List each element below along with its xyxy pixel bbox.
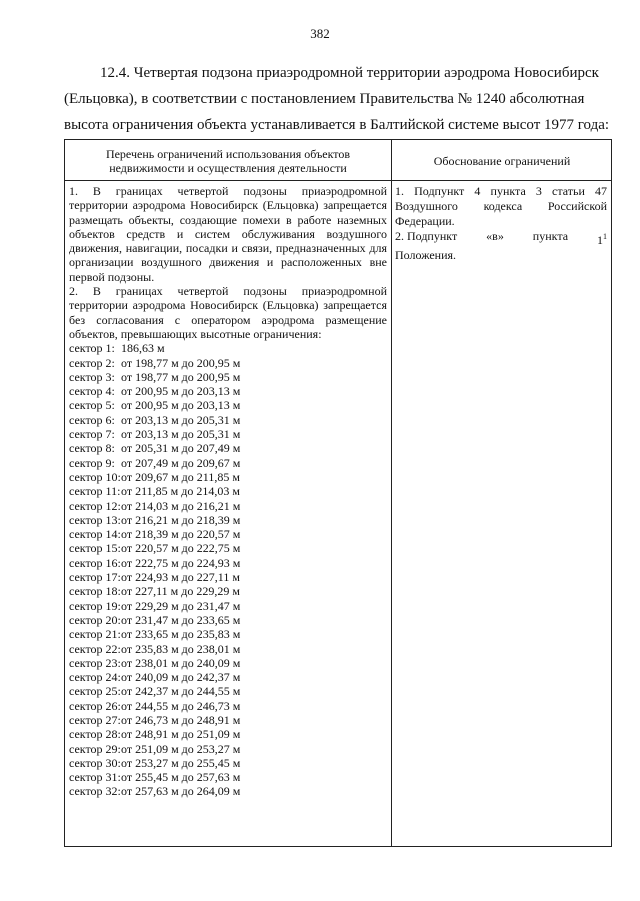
sector-label: сектор 32: bbox=[69, 784, 121, 799]
sector-row bbox=[69, 599, 387, 613]
sector-row bbox=[69, 656, 387, 670]
sector-label: сектор 12: bbox=[69, 498, 121, 513]
sector-value: 186,63 м bbox=[121, 341, 165, 356]
sector-value: от 248,91 м до 251,09 м bbox=[121, 727, 241, 742]
restrictions-cell bbox=[69, 184, 387, 799]
sector-row bbox=[69, 513, 387, 527]
restrictions-table bbox=[64, 139, 612, 847]
sector-label: сектор 24: bbox=[69, 670, 121, 685]
sector-value: от 229,29 м до 231,47 м bbox=[121, 598, 241, 613]
sector-row bbox=[69, 441, 387, 455]
sector-label: сектор 6: bbox=[69, 412, 115, 427]
sector-label: сектор 9: bbox=[69, 455, 115, 470]
sector-label: сектор 4: bbox=[69, 384, 115, 399]
sector-row bbox=[69, 570, 387, 584]
sector-value: от 203,13 м до 205,31 м bbox=[121, 427, 241, 442]
sector-row bbox=[69, 413, 387, 427]
restriction-item-2: 2. В границах четвертой подзоны приаэродромной территории аэродрома Новосибирск (Ельцовка) запрещается без согласования с оператором аэродрома размещение объектов, превышающих высотные ограничения: bbox=[69, 284, 387, 341]
sector-row bbox=[69, 341, 387, 355]
sector-row bbox=[69, 713, 387, 727]
sector-value: от 198,77 м до 200,95 м bbox=[121, 355, 241, 370]
sector-label: сектор 31: bbox=[69, 770, 121, 785]
sector-value: от 242,37 м до 244,55 м bbox=[121, 684, 241, 699]
sector-label: сектор 19: bbox=[69, 598, 121, 613]
sector-row bbox=[69, 541, 387, 555]
sector-row bbox=[69, 484, 387, 498]
sector-value: от 255,45 м до 257,63 м bbox=[121, 770, 241, 785]
sector-value: от 207,49 м до 209,67 м bbox=[121, 455, 241, 470]
sector-label: сектор 29: bbox=[69, 741, 121, 756]
sector-row bbox=[69, 742, 387, 756]
sector-label: сектор 1: bbox=[69, 341, 115, 356]
basis-item-2-word-4: $1^1$ bbox=[597, 232, 607, 247]
sector-row bbox=[69, 770, 387, 784]
sector-label: сектор 28: bbox=[69, 727, 121, 742]
sector-label: сектор 10: bbox=[69, 469, 121, 484]
sector-value: от 200,95 м до 203,13 м bbox=[121, 384, 241, 399]
sector-row bbox=[69, 384, 387, 398]
header-basis: Обоснование ограничений bbox=[433, 154, 571, 168]
sector-value: от 227,11 м до 229,29 м bbox=[121, 584, 240, 599]
sector-label: сектор 18: bbox=[69, 584, 121, 599]
sector-value: от 214,03 м до 216,21 м bbox=[121, 498, 241, 513]
sector-value: от 211,85 м до 214,03 м bbox=[121, 484, 240, 499]
sector-list bbox=[69, 341, 387, 799]
heading-line-1: 12.4. Четвертая подзона приаэродромной территории аэродрома Новосибирск bbox=[100, 65, 599, 81]
header-restrictions: Перечень ограничений использования объектов недвижимости и осуществления деятельности bbox=[105, 147, 351, 175]
sector-row bbox=[69, 699, 387, 713]
sector-value: от 238,01 м до 240,09 м bbox=[121, 655, 241, 670]
sector-row bbox=[69, 627, 387, 641]
sector-value: от 231,47 м до 233,65 м bbox=[121, 612, 241, 627]
header-divider bbox=[65, 180, 611, 181]
sector-value: от 200,95 м до 203,13 м bbox=[121, 398, 241, 413]
sector-label: сектор 27: bbox=[69, 712, 121, 727]
sector-label: сектор 26: bbox=[69, 698, 121, 713]
heading-line-3: высота ограничения объекта устанавливается в Балтийской системе высот 1977 года: bbox=[64, 117, 610, 133]
sector-label: сектор 16: bbox=[69, 555, 121, 570]
sector-row bbox=[69, 684, 387, 698]
restriction-item-1: 1. В границах четвертой подзоны приаэродромной территории аэродрома Новосибирск (Ельцовка) запрещается размещать объекты, создающие помехи в работе наземных объектов средств и систем обслуживания воздушного движения, навигации, посадки и связи, предназначенных для организации воздушного движения и расположенных вне первой подзоны. bbox=[69, 184, 387, 284]
sector-value: от 246,73 м до 248,91 м bbox=[121, 712, 241, 727]
sector-label: сектор 22: bbox=[69, 641, 121, 656]
sector-row bbox=[69, 456, 387, 470]
page-number: 382 bbox=[310, 26, 330, 41]
sector-value: от 251,09 м до 253,27 м bbox=[121, 741, 241, 756]
column-divider bbox=[391, 140, 392, 846]
sector-label: сектор 21: bbox=[69, 627, 121, 642]
basis-item-2-line-2: Положения. bbox=[395, 248, 457, 262]
sector-label: сектор 17: bbox=[69, 570, 121, 585]
sector-value: от 216,21 м до 218,39 м bbox=[121, 512, 241, 527]
sector-value: от 257,63 м до 264,09 м bbox=[121, 784, 241, 799]
sector-value: от 224,93 м до 227,11 м bbox=[121, 570, 240, 585]
heading-line-2: (Ельцовка), в соответствии с постановлением Правительства № 1240 абсолютная bbox=[64, 91, 585, 107]
basis-item-2-word-2: «в» bbox=[486, 229, 504, 243]
sector-row bbox=[69, 398, 387, 412]
sector-value: от 253,27 м до 255,45 м bbox=[121, 755, 241, 770]
basis-item-2-superscript: 1 bbox=[603, 232, 607, 241]
sector-label: сектор 30: bbox=[69, 755, 121, 770]
basis-item-1: 1. Подпункт 4 пункта 3 статьи 47 Воздушного кодекса Российской Федерации. bbox=[395, 184, 607, 228]
basis-item-2 bbox=[395, 229, 607, 248]
sector-row bbox=[69, 584, 387, 598]
sector-row bbox=[69, 499, 387, 513]
basis-cell bbox=[395, 184, 607, 263]
sector-label: сектор 25: bbox=[69, 684, 121, 699]
sector-row bbox=[69, 670, 387, 684]
sector-value: от 233,65 м до 235,83 м bbox=[121, 627, 241, 642]
sector-row bbox=[69, 356, 387, 370]
sector-row bbox=[69, 727, 387, 741]
sector-label: сектор 14: bbox=[69, 527, 121, 542]
sector-value: от 209,67 м до 211,85 м bbox=[121, 469, 240, 484]
sector-row bbox=[69, 642, 387, 656]
basis-item-2-word-1: 2. Подпункт bbox=[395, 229, 458, 243]
sector-value: от 203,13 м до 205,31 м bbox=[121, 412, 241, 427]
sector-label: сектор 5: bbox=[69, 398, 115, 413]
sector-value: от 235,83 м до 238,01 м bbox=[121, 641, 241, 656]
sector-label: сектор 8: bbox=[69, 441, 115, 456]
sector-row bbox=[69, 613, 387, 627]
sector-row bbox=[69, 784, 387, 798]
sector-label: сектор 23: bbox=[69, 655, 121, 670]
sector-value: от 205,31 м до 207,49 м bbox=[121, 441, 241, 456]
sector-row bbox=[69, 470, 387, 484]
sector-value: от 218,39 м до 220,57 м bbox=[121, 527, 241, 542]
sector-label: сектор 7: bbox=[69, 427, 115, 442]
sector-label: сектор 15: bbox=[69, 541, 121, 556]
sector-value: от 244,55 м до 246,73 м bbox=[121, 698, 241, 713]
sector-label: сектор 20: bbox=[69, 612, 121, 627]
sector-row bbox=[69, 556, 387, 570]
sector-row bbox=[69, 427, 387, 441]
basis-item-2-word-3: пункта bbox=[532, 229, 569, 243]
sector-label: сектор 3: bbox=[69, 369, 115, 384]
sector-value: от 222,75 м до 224,93 м bbox=[121, 555, 241, 570]
sector-label: сектор 11: bbox=[69, 484, 121, 499]
sector-value: от 240,09 м до 242,37 м bbox=[121, 670, 241, 685]
section-heading bbox=[64, 60, 612, 138]
sector-row bbox=[69, 756, 387, 770]
sector-value: от 198,77 м до 200,95 м bbox=[121, 369, 241, 384]
sector-value: от 220,57 м до 222,75 м bbox=[121, 541, 241, 556]
sector-row bbox=[69, 370, 387, 384]
sector-row bbox=[69, 527, 387, 541]
sector-label: сектор 13: bbox=[69, 512, 121, 527]
sector-label: сектор 2: bbox=[69, 355, 115, 370]
